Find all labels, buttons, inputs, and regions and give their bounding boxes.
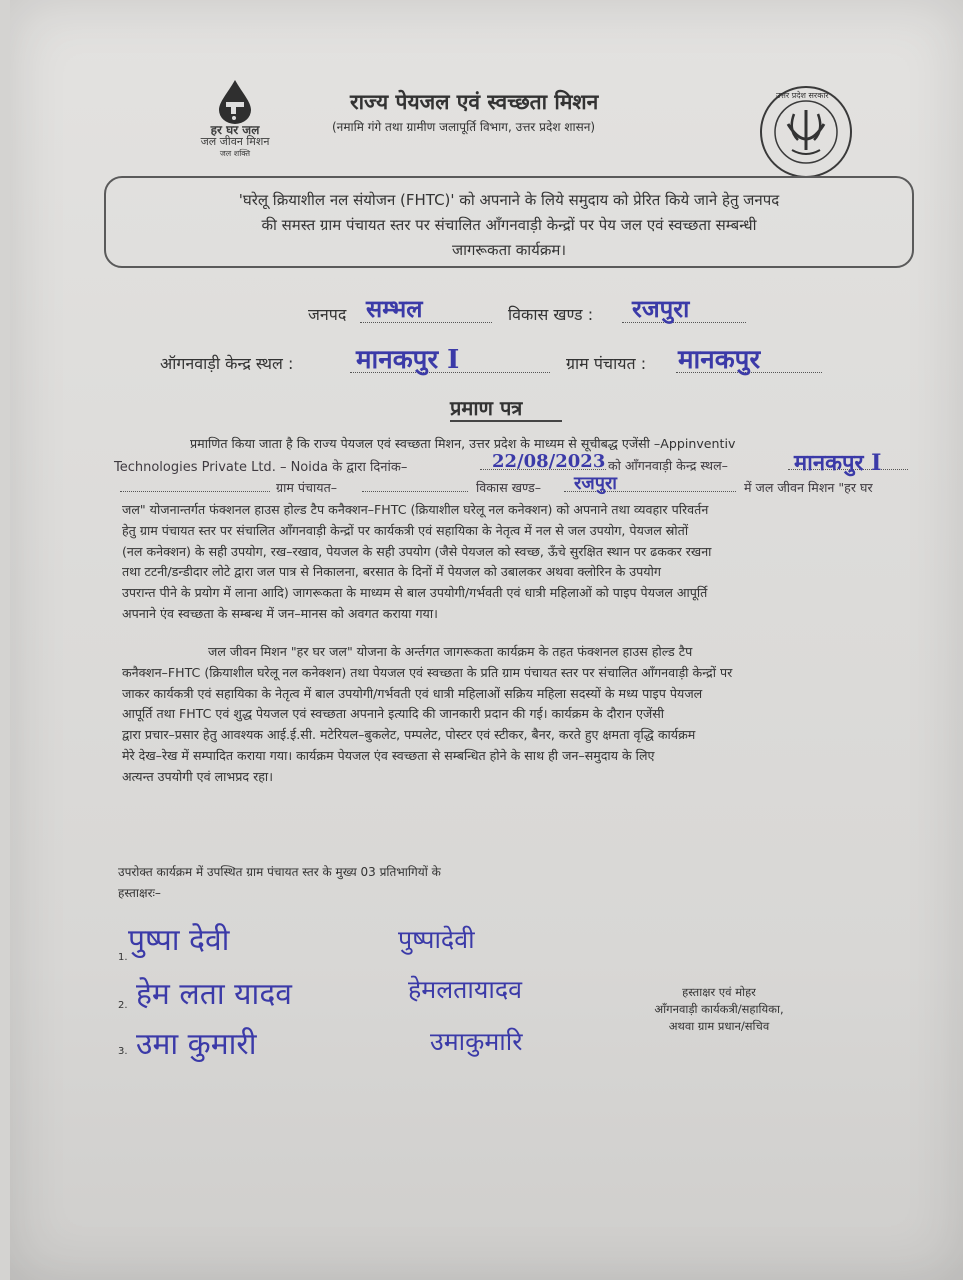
signatory-name: उमा कुमारी: [136, 1027, 257, 1062]
para2-line-6: मेरे देख–रेख में सम्पादित कराया गया। कार्यक्रम पेयजल एंव स्वच्छता से सम्बन्धित होने के साथ ही जन–समुदाय के लिए: [122, 747, 655, 763]
logo-caption-2: जल जीवन मिशन: [200, 135, 270, 148]
jal-jeevan-mission-clause: में जल जीवन मिशन "हर घर: [744, 480, 873, 495]
handwritten-anganwadi: मानकपुर I: [794, 450, 882, 476]
logo-caption-3: जल शक्ति: [219, 149, 251, 158]
har-ghar-jal-logo: [190, 78, 280, 170]
water-drop-icon: [215, 78, 255, 124]
vikas-khand-label: विकास खण्ड :: [508, 305, 594, 324]
para2-line-7: अत्यन्त उपयोगी एवं लाभप्रद रहा।: [122, 768, 273, 784]
para2-line-1: जल जीवन मिशन "हर घर जल" योजना के अर्न्तगत जागरूकता कार्यक्रम के तहत फंक्शनल हाउस होल्ड टैप: [208, 644, 693, 659]
para-line-dots-2: [362, 491, 468, 492]
certificate-title-underline: [450, 420, 562, 422]
anganwadi-sthal-label: को आँगनवाड़ी केन्द्र स्थल–: [608, 458, 728, 473]
anganwadi-value: मानकपुर I: [356, 345, 460, 375]
para2-line-2: कनैक्शन–FHTC (क्रियाशील घरेलू नल कनेक्शन) तथा पेयजल एवं स्वच्छता के प्रति ग्राम पंचायत स्तर पर संचालित आँगनवाड़ी केन्द्रों पर: [122, 664, 733, 680]
stamp-label-line-3: अथवा ग्राम प्रधान/सचिव: [668, 1019, 770, 1033]
banner-line-3: जागरूकता कार्यक्रम।: [451, 241, 567, 259]
para2-line-4: आपूर्ति तथा FHTC एवं शुद्ध पेयजल एवं स्वच्छता अपनाने इत्यादि की जानकारी प्रदान की गई। कार्यक्रम के दौरान एजेंसी: [122, 706, 665, 722]
para-gram-panchayat-label: ग्राम पंचायत–: [276, 480, 338, 495]
signatory-signature: हेमलतायादव: [408, 975, 523, 1004]
para1-line-6: (नल कनेक्शन) के सही उपयोग, रख–रखाव, पेयजल के सही उपयोग (जैसे पेयजल को स्वच्छ, ऊँचे सुरक्षित स्थान पर ढककर रखना: [122, 543, 712, 559]
banner-line-2: की समस्त ग्राम पंचायत स्तर पर संचालित आँगनवाड़ी केन्द्रों पर पेय जल एवं स्वच्छता सम्बन्धी: [261, 216, 757, 234]
agency-clause: Technologies Private Ltd. – Noida के द्वारा दिनांक–: [114, 460, 408, 475]
janpad-label: जनपद: [308, 305, 347, 324]
logo-caption-1: हर घर जल: [210, 123, 260, 137]
para1-line-5: हेतु ग्राम पंचायत स्तर पर संचालित आँगनवाड़ी केन्द्रों पर कार्यकत्री एवं सहायिका के नेतृत्व में नल से जल उपयोग, पेयजल स्रोतों: [122, 522, 689, 538]
seal-text: उत्तर प्रदेश सरकार: [776, 91, 829, 100]
stamp-label-line-2: आँगनवाड़ी कार्यकत्री/सहायिका,: [654, 1002, 784, 1016]
signatory-name: पुष्पा देवी: [128, 923, 230, 958]
para2-line-3: जाकर कार्यकत्री एवं सहायिका के नेतृत्व में बाल उपयोगी/गर्भवती एवं धात्री महिलाओं सक्रिय महिला सदस्यों के मध्य पाइप पेयजल: [122, 685, 703, 701]
stamp-signature-label: [614, 984, 824, 1035]
para1-line-7: तथा टटनी/डन्डीदार लोटे द्वारा जल पात्र से निकालना, बरसात के दिनों में पेयजल को उबालकर अथवा क्लोरिन के उपयोग: [122, 564, 661, 580]
para-vikas-khand-label: विकास खण्ड–: [476, 480, 542, 495]
anganwadi-label: ऑगनवाड़ी केन्द्र स्थल :: [160, 354, 294, 373]
banner-line-1: 'घरेलू क्रियाशील नल संयोजन (FHTC)' को अपनाने के लिये समुदाय को प्रेरित किये जाने हेतु जनपद: [238, 191, 780, 209]
signatories-intro: [118, 862, 618, 904]
para1-line-2: [114, 450, 944, 476]
certificate-paper: [10, 0, 963, 1280]
para1-line-1: प्रमाणित किया जाता है कि राज्य पेयजल एवं स्वच्छता मिशन, उत्तर प्रदेश के माध्यम से सूचीबद्ध एजेंसी –Appinventiv: [190, 436, 736, 451]
signatory-number: 3.: [118, 1046, 128, 1057]
signatory-name: हेम लता यादव: [136, 977, 292, 1012]
handwritten-date: 22/08/2023: [492, 451, 606, 472]
signatory-number: 1.: [118, 952, 128, 963]
para1-line-8: उपरान्त पीने के प्रयोग में लाना आदि) जागरूकता के माध्यम से बाल उपयोगी/गर्भवती एवं धात्री महिलाओं को पाइप पेयजल आपूर्ति: [122, 585, 708, 601]
vikas-khand-value: रजपुरा: [632, 294, 690, 323]
signatory-signature: पुष्पादेवी: [398, 925, 475, 954]
para1-line-4: जल" योजनान्तर्गत फंक्शनल हाउस होल्ड टैप कनैक्शन–FHTC (क्रियाशील घरेलू नल कनेक्शन) को अपनाने तथा व्यवहार परिवर्तन: [122, 502, 709, 517]
gram-panchayat-value: मानकपुर: [678, 345, 761, 375]
signatory-signature: उमाकुमारि: [430, 1027, 523, 1056]
signatories-intro-line-1: उपरोक्त कार्यक्रम में उपस्थित ग्राम पंचायत स्तर के मुख्य 03 प्रतिभागियों के: [118, 865, 441, 879]
signatory-number: 2.: [118, 1000, 128, 1011]
gram-panchayat-label: ग्राम पंचायत :: [566, 354, 647, 373]
org-subtitle: (नमामि गंगे तथा ग्रामीण जलापूर्ति विभाग, उत्तर प्रदेश शासन): [332, 120, 596, 134]
stamp-label-line-1: हस्ताक्षर एवं मोहर: [682, 985, 756, 999]
janpad-value: सम्भल: [366, 294, 423, 323]
certificate-title: प्रमाण पत्र: [450, 396, 523, 420]
para1-line-3: [114, 473, 944, 498]
handwritten-vikas-khand: रजपुरा: [574, 473, 617, 494]
up-government-seal: [758, 84, 854, 180]
para1-body: [122, 500, 922, 625]
para2-body: [122, 642, 932, 788]
org-title: राज्य पेयजल एवं स्वच्छता मिशन: [350, 90, 599, 114]
para1-line-9: अपनाने एंव स्वच्छता के सम्बन्ध में जन–मानस को अवगत कराया गया।: [122, 605, 438, 621]
para2-line-5: द्वारा प्रचार–प्रसार हेतु आवश्यक आई.ई.सी. मटेरियल–बुकलेट, पम्पलेट, पोस्टर एवं स्टीकर, बैनर, करते हुए क्षमता वृद्धि कार्यक्रम: [122, 727, 696, 743]
program-banner: [104, 176, 914, 268]
signatories-intro-line-2: हस्ताक्षरः–: [118, 885, 161, 900]
para-line-dots-1: [120, 491, 270, 492]
